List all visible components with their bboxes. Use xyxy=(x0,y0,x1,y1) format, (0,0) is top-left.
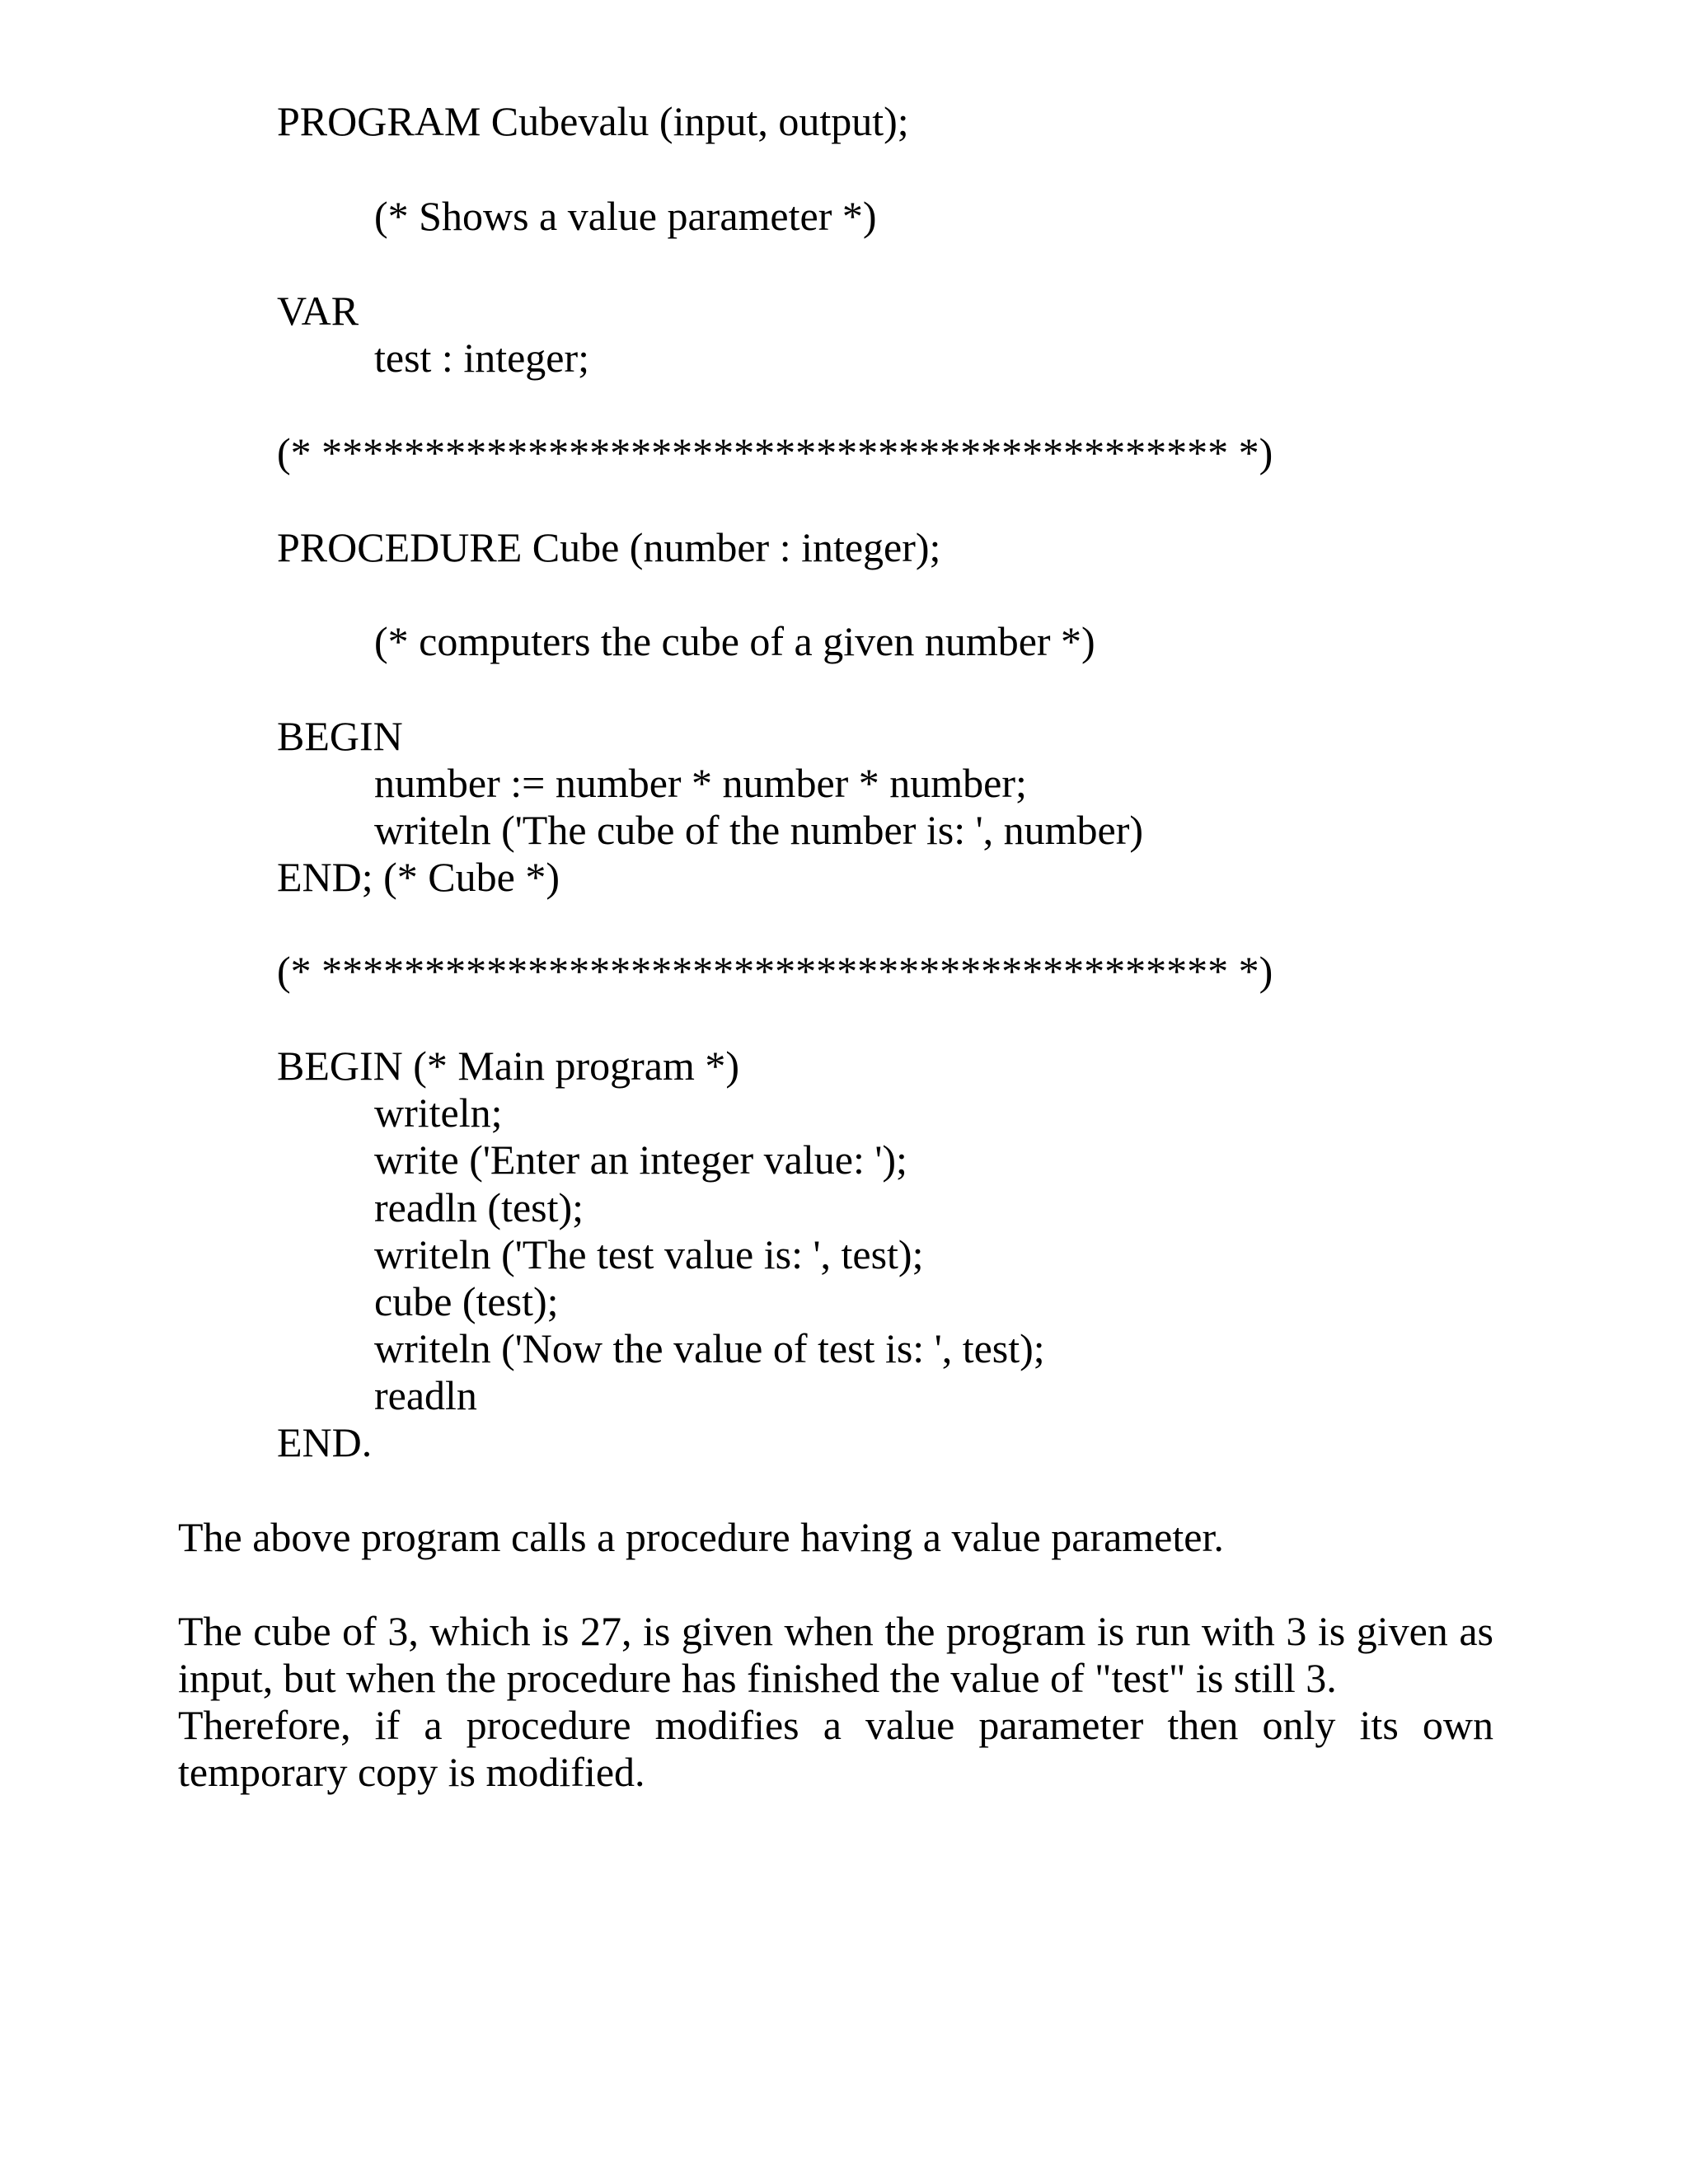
explanation-line: temporary copy is modified. xyxy=(178,1749,645,1795)
explanation-line: The cube of 3, which is 27, is given when the program is run with 3 is given as xyxy=(178,1608,1493,1654)
main-statement: write ('Enter an integer value: '); xyxy=(374,1137,907,1183)
main-statement: readln (test); xyxy=(374,1184,584,1230)
procedure-begin: BEGIN xyxy=(277,713,403,759)
program-comment: (* Shows a value parameter *) xyxy=(374,193,877,239)
main-end: END. xyxy=(277,1419,373,1465)
main-statement: writeln ('Now the value of test is: ', test); xyxy=(374,1325,1045,1371)
separator-comment: (* ******************************************** *) xyxy=(277,948,1273,994)
main-begin: BEGIN (* Main program *) xyxy=(277,1043,739,1089)
procedure-header: PROCEDURE Cube (number : integer); xyxy=(277,524,941,570)
explanation-paragraph-1: The above program calls a procedure having a value parameter. xyxy=(178,1514,1224,1560)
separator-comment: (* ******************************************** *) xyxy=(277,429,1273,476)
procedure-statement: number := number * number * number; xyxy=(374,760,1027,806)
main-statement: readln xyxy=(374,1372,477,1418)
main-statement: writeln ('The test value is: ', test); xyxy=(374,1231,924,1277)
procedure-comment: (* computers the cube of a given number *) xyxy=(374,618,1095,664)
explanation-line: Therefore, if a procedure modifies a value parameter then only its own xyxy=(178,1702,1493,1748)
explanation-line: input, but when the procedure has finished the value of "test" is still 3. xyxy=(178,1655,1337,1701)
procedure-statement: writeln ('The cube of the number is: ', number) xyxy=(374,807,1144,853)
var-declaration: test : integer; xyxy=(374,335,590,381)
program-header: PROGRAM Cubevalu (input, output); xyxy=(277,98,909,144)
main-statement: writeln; xyxy=(374,1090,503,1136)
procedure-end: END; (* Cube *) xyxy=(277,854,560,900)
main-statement: cube (test); xyxy=(374,1278,559,1324)
var-keyword: VAR xyxy=(277,288,359,334)
